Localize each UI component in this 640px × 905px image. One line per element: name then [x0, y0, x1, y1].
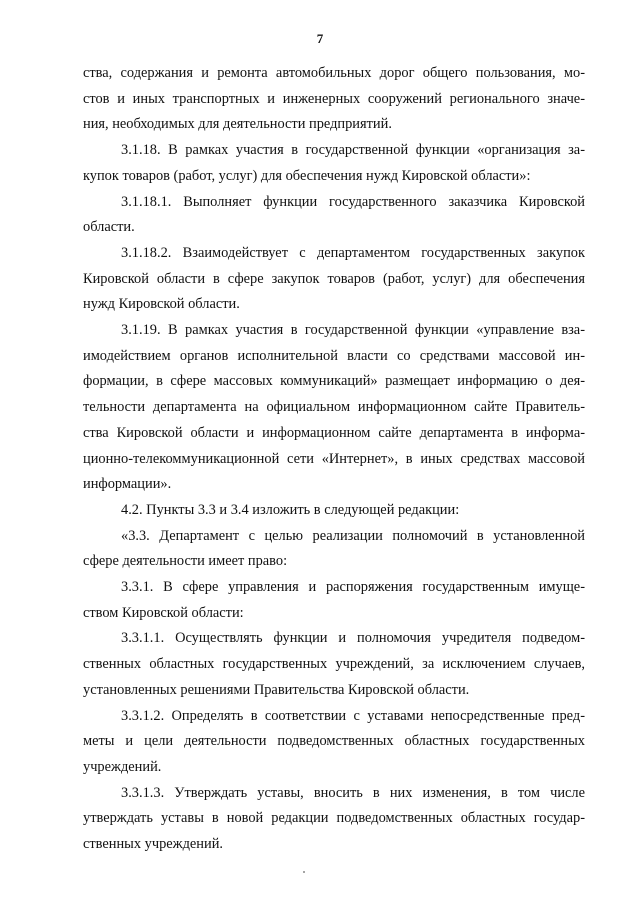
text-line-row — [83, 190, 585, 216]
text-line-row — [83, 395, 585, 421]
text-line: меты и цели деятельности подведомственных областных государственных — [83, 733, 585, 750]
text-line: «3.3. Департамент с целью реализации полномочий в установленной — [121, 527, 585, 544]
text-line-row — [83, 781, 585, 807]
paragraph-3-3-1-1 — [83, 626, 585, 703]
text-line: нужд Кировской области. — [83, 296, 240, 313]
text-line: Кировской области в сфере закупок товаров (работ, услуг) для обеспечения — [83, 270, 585, 287]
text-line: сфере деятельности имеет право: — [83, 553, 288, 570]
text-line: 3.3.1. В сфере управления и распоряжения государственным имуще- — [121, 579, 585, 596]
text-line-row — [83, 447, 585, 473]
text-line: ством Кировской области: — [83, 604, 244, 621]
text-line-row — [83, 215, 585, 241]
text-line-row — [83, 601, 585, 627]
text-line-row — [83, 652, 585, 678]
paragraph-4-2 — [83, 498, 585, 524]
paragraph-3-1-18 — [83, 138, 585, 189]
text-line: тельности департамента на официальном информационном сайте Правитель- — [83, 399, 585, 416]
text-line-row — [83, 704, 585, 730]
text-line-row — [83, 755, 585, 781]
text-line-row — [83, 344, 585, 370]
text-line: утверждать уставы в новой редакции подведомственных областных государ- — [83, 810, 585, 827]
text-line: стов и иных транспортных и инженерных сооружений регионального значе- — [83, 90, 585, 107]
document-body — [83, 61, 585, 858]
text-line: 3.3.1.3. Утверждать уставы, вносить в них изменения, в том числе — [121, 784, 585, 801]
text-line-row — [83, 524, 585, 550]
text-line-row — [83, 318, 585, 344]
text-line: купок товаров (работ, услуг) для обеспечения нужд Кировской области»: — [83, 167, 531, 184]
text-line-row — [83, 241, 585, 267]
text-line: имодействием органов исполнительной власти со средствами массовой ин- — [83, 347, 585, 364]
text-line-row — [83, 87, 585, 113]
text-line: 3.1.18.1. Выполняет функции государственного заказчика Кировской — [121, 193, 585, 210]
text-line: ния, необходимых для деятельности предприятий. — [83, 116, 392, 133]
paragraph-1 — [83, 61, 585, 138]
text-line-row — [83, 421, 585, 447]
text-line-row — [83, 112, 585, 138]
text-line: 3.3.1.1. Осуществлять функции и полномочия учредителя подведом- — [121, 630, 585, 647]
text-line-row — [83, 806, 585, 832]
paragraph-3-1-18-1 — [83, 190, 585, 241]
text-line-row — [83, 292, 585, 318]
text-line: 4.2. Пункты 3.3 и 3.4 изложить в следующей редакции: — [121, 501, 460, 518]
text-line: формации, в сфере массовых коммуникаций» размещает информацию о дея- — [83, 373, 585, 390]
text-line-row — [83, 138, 585, 164]
text-line: ственных учреждений. — [83, 836, 224, 853]
page-number: 7 — [316, 31, 324, 46]
paragraph-3-3 — [83, 524, 585, 575]
text-line-row — [83, 61, 585, 87]
paragraph-3-3-1 — [83, 575, 585, 626]
text-line-row — [83, 626, 585, 652]
text-line: ства Кировской области и информационном сайте департамента в информа- — [83, 424, 585, 441]
paragraph-3-3-1-2 — [83, 704, 585, 781]
text-line-row — [83, 678, 585, 704]
text-line-row — [83, 549, 585, 575]
text-line: 3.1.18. В рамках участия в государственной функции «организация за- — [121, 142, 585, 159]
text-line-row — [83, 164, 585, 190]
text-line-row — [83, 472, 585, 498]
text-line: 3.1.18.2. Взаимодействует с департаментом государственных закупок — [121, 244, 585, 261]
text-line-row — [83, 369, 585, 395]
text-line-row — [83, 498, 585, 524]
text-line: ционно-телекоммуникационной сети «Интернет», в иных средствах массовой — [83, 450, 585, 467]
text-line: установленных решениями Правительства Кировской области. — [83, 681, 470, 698]
text-line: ственных областных государственных учреждений, за исключением случаев, — [83, 656, 585, 673]
text-line-row — [83, 832, 585, 858]
text-line: учреждений. — [83, 758, 162, 775]
text-line-row — [83, 267, 585, 293]
text-line-row — [83, 729, 585, 755]
text-line: информации». — [83, 476, 172, 493]
paragraph-3-3-1-3 — [83, 781, 585, 858]
text-line-row — [83, 575, 585, 601]
text-line: 3.3.1.2. Определять в соответствии с уставами непосредственные пред- — [121, 707, 585, 724]
scan-speck — [303, 871, 305, 873]
text-line: 3.1.19. В рамках участия в государственной функции «управление вза- — [121, 322, 585, 339]
text-line: ства, содержания и ремонта автомобильных дорог общего пользования, мо- — [83, 65, 585, 81]
text-line: области. — [83, 219, 135, 236]
paragraph-3-1-19 — [83, 318, 585, 498]
paragraph-3-1-18-2 — [83, 241, 585, 318]
